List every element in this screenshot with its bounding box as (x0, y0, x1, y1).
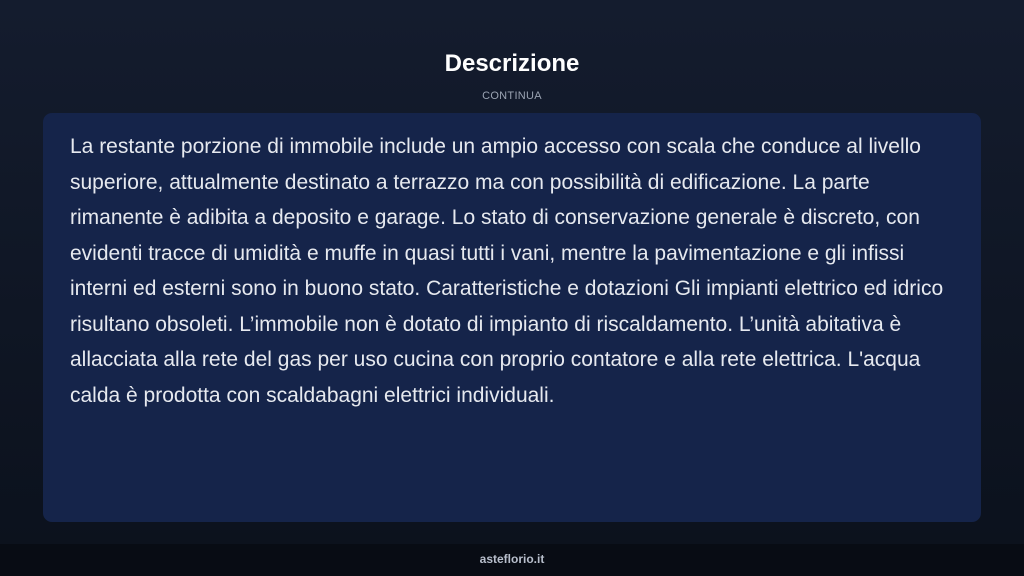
page-title: Descrizione (444, 50, 580, 77)
page-subtitle: CONTINUA (482, 90, 542, 102)
description-card (43, 113, 981, 522)
footer-brand: asteflorio.it (479, 552, 545, 566)
description-text: La restante porzione di immobile include un ampio accesso con scala che conduce al livello superiore, attualmente destinato a terrazzo ma con possibilità di edificazione. La parte rimanente è adibita a deposito e garage. Lo stato di conservazione generale è discreto, con evidenti tracce di umidità e muffe in quasi tutti i vani, mentre la pavimentazione e gli infissi interni ed esterni sono in buono stato. Caratteristiche e dotazioni Gli impianti elettrico ed idrico risultano obsoleti. L’immobile non è dotato di impianto di riscaldamento. L’unità abitativa è allacciata alla rete del gas per uso cucina con proprio contatore e alla rete elettrica. L'acqua calda è prodotta con scaldabagni elettrici individuali. (70, 135, 944, 407)
